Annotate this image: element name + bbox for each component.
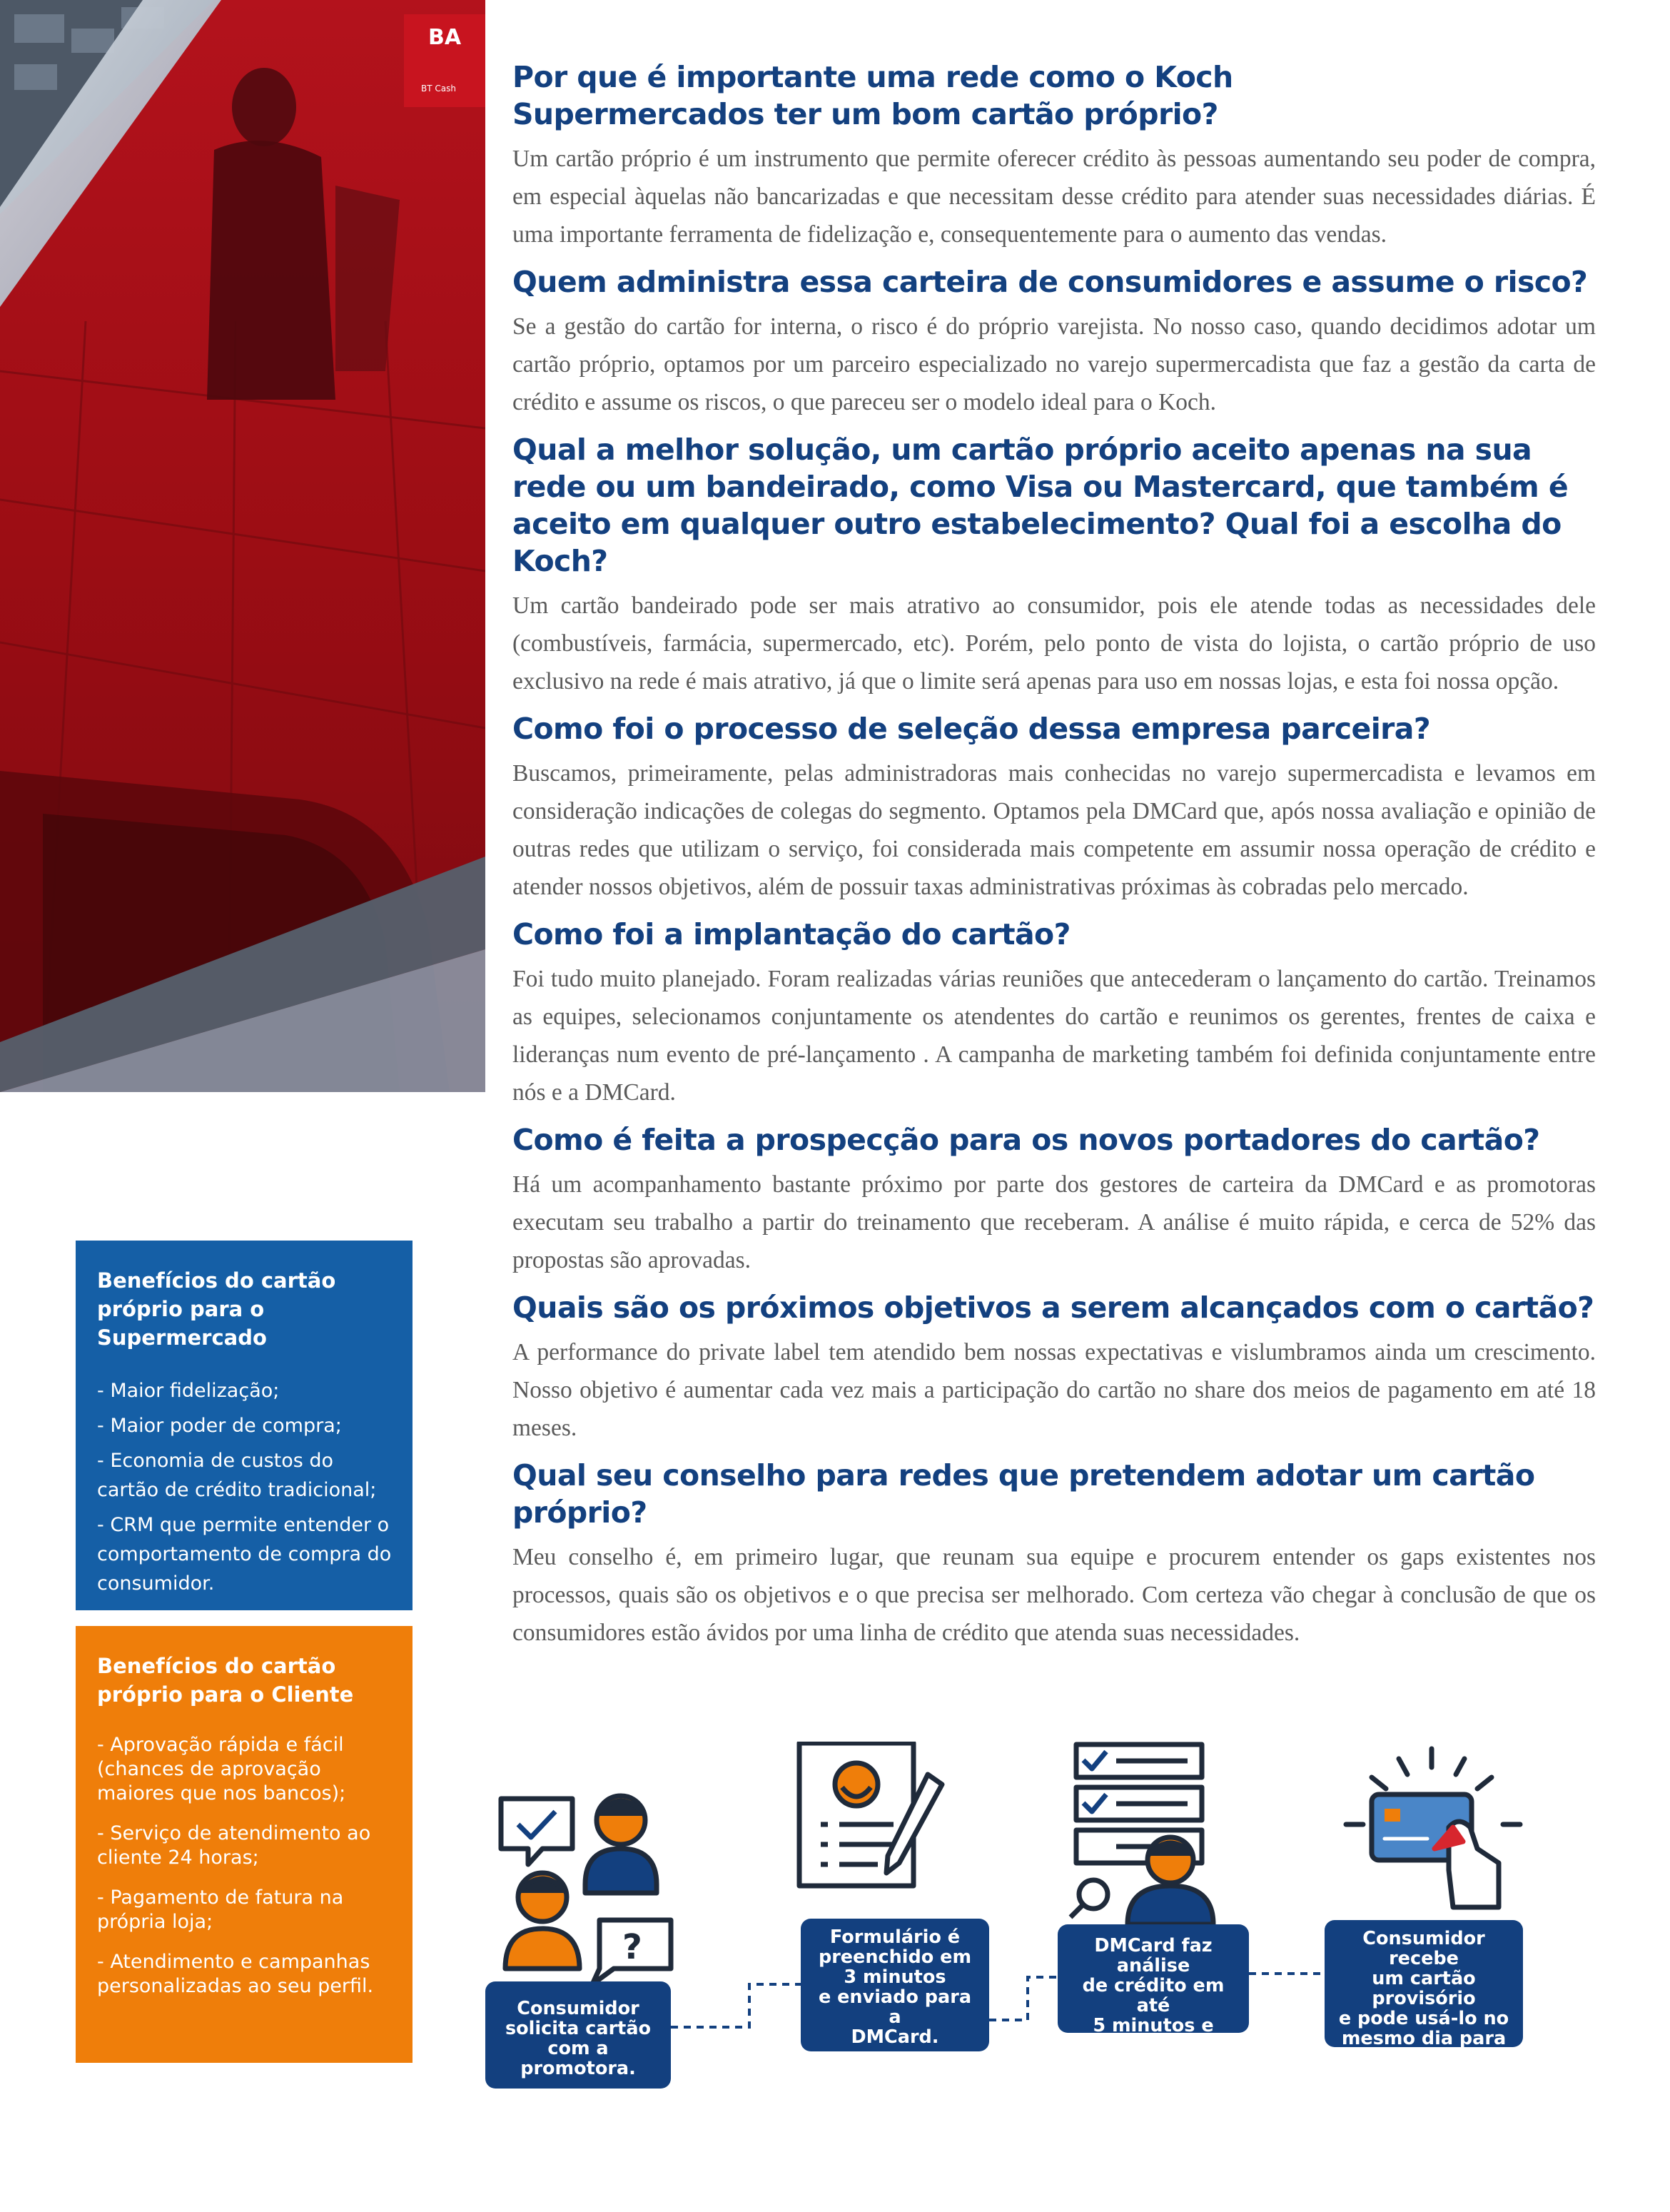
- answer-paragraph: Há um acompanhamento bastante próximo por parte dos gestores de carteira da DMCard e as promotoras executam seu trabalho a partir do treinamento que receberam. A análise é muito rápida, e cerca de 52% das propostas são aprovadas.: [512, 1171, 1596, 1273]
- answer-paragraph: Um cartão próprio é um instrumento que permite oferecer crédito às pessoas aumentando seu poder de compra, em especial àquelas não bancarizadas e que necessitam desse crédito para atender suas necessidades diárias. É uma importante ferramenta de fidelização e, consequentemente para o aumento das vendas.: [512, 146, 1596, 248]
- question-heading: Quais são os próximos objetivos a serem alcançados com o cartão?: [512, 1291, 1594, 1325]
- question-heading: Por que é importante uma rede como o Koch Supermercados ter um bom cartão próprio?: [512, 60, 1233, 131]
- qa-block: [512, 1121, 1596, 1279]
- qa-block: [512, 263, 1596, 421]
- qa-block: [512, 916, 1596, 1111]
- flow-step-2-label: Formulário é preenchido em 3 minutos e enviado para a DMCard.: [801, 1919, 989, 2051]
- benefits-supermarket-box: [76, 1241, 413, 1610]
- benefit-item: - Pagamento de fatura na própria loja;: [97, 1887, 344, 1933]
- question-heading: Quem administra essa carteira de consumidores e assume o risco?: [512, 265, 1588, 299]
- benefit-item: - Maior poder de compra;: [97, 1415, 342, 1437]
- card-hand-icon: [1346, 1749, 1520, 1907]
- checklist-analyst-icon: [1071, 1744, 1213, 1924]
- question-heading: Qual seu conselho para redes que pretendem adotar um cartão próprio?: [512, 1458, 1535, 1530]
- qa-block: [512, 59, 1596, 253]
- qa-block: [512, 1289, 1596, 1447]
- benefit-item: - Atendimento e campanhas personalizadas ao seu perfil.: [97, 1951, 374, 1997]
- benefits-supermarket-title: Benefícios do cartão próprio para o Supermercado: [97, 1268, 336, 1350]
- qa-block: [512, 1457, 1596, 1652]
- benefits-client-title: Benefícios do cartão próprio para o Cliente: [97, 1654, 354, 1707]
- benefit-item: - Serviço de atendimento ao cliente 24 horas;: [97, 1822, 371, 1869]
- flow-step-4-label: Consumidor recebe um cartão provisório e pode usá-lo no mesmo dia para pagar suas compras.: [1325, 1920, 1523, 2047]
- answer-paragraph: Um cartão bandeirado pode ser mais atrativo ao consumidor, pois ele atende todas as necessidades dele (combustíveis, farmácia, supermercado, etc). Porém, pelo ponto de vista do lojista, o cartão próprio de uso exclusivo na rede é mais atrativo, já que o limite será apenas para uso em nossas lojas, e esta foi nossa opção.: [512, 592, 1596, 695]
- question-heading: Como foi o processo de seleção dessa empresa parceira?: [512, 712, 1431, 746]
- question-heading: Como foi a implantação do cartão?: [512, 917, 1071, 951]
- answer-paragraph: A performance do private label tem atendido bem nossas expectativas e vislumbramos ainda um crescimento. Nosso objetivo é aumentar cada vez mais a participação do cartão no share dos meios de pagamento em até 18 meses.: [512, 1339, 1596, 1441]
- answer-paragraph: Se a gestão do cartão for interna, o risco é do próprio varejista. No nosso caso, quando decidimos adotar um cartão próprio, optamos por um parceiro especializado no varejo supermercadista que faz a gestão da carta de crédito e assume os riscos, o que pareceu ser o modelo ideal para o Koch.: [512, 313, 1596, 415]
- question-heading: Qual a melhor solução, um cartão próprio aceito apenas na sua rede ou um bandeirado, como Visa ou Mastercard, que também é aceito em qualquer outro estabelecimento? Qual foi a escolha do Koch?: [512, 433, 1569, 578]
- process-flow: [471, 1742, 1584, 2141]
- store-sign: BA: [428, 25, 462, 50]
- interview-content: [512, 59, 1596, 1662]
- benefit-item: - Economia de custos do cartão de crédito tradicional;: [97, 1450, 377, 1501]
- chat-people-icon: [501, 1796, 671, 1984]
- benefit-item: - CRM que permite entender o comportamento de compra do consumidor.: [97, 1514, 392, 1595]
- benefit-item: - Aprovação rápida e fácil (chances de aprovação maiores que nos bancos);: [97, 1734, 346, 1804]
- flow-step-3-label: DMCard faz análise de crédito em até 5 minutos e aprova o cartão.: [1058, 1924, 1249, 2033]
- answer-paragraph: Buscamos, primeiramente, pelas administradoras mais conhecidas no varejo supermercadista e levamos em consideração indicações de colegas do segmento. Optamos pela DMCard que, após nossa avaliação e opinião de outras redes que utilizam o serviço, foi considerada mais competente em assumir nossa operação de crédito e atender nossos objetivos, além de possuir taxas administrativas próximas às cobradas pelo mercado.: [512, 760, 1596, 900]
- question-heading: Como é feita a prospecção para os novos portadores do cartão?: [512, 1123, 1540, 1157]
- qa-block: [512, 710, 1596, 906]
- store-sign-small: BT Cash: [421, 84, 456, 94]
- answer-paragraph: Foi tudo muito planejado. Foram realizadas várias reuniões que antecederam o lançamento do cartão. Treinamos as equipes, selecionamos conjuntamente os atendentes do cartão e reunimos os gerentes, frentes de caixa e lideranças num evento de pré-lançamento . A campanha de marketing também foi definida conjuntamente entre nós e a DMCard.: [512, 966, 1596, 1106]
- qa-block: [512, 431, 1596, 700]
- hero-photo: [0, 0, 485, 1092]
- form-pencil-icon: [799, 1743, 942, 1886]
- benefits-client-box: [76, 1626, 413, 2063]
- svg-text:?: ?: [622, 1927, 642, 1967]
- benefit-item: - Maior fidelização;: [97, 1380, 280, 1402]
- answer-paragraph: Meu conselho é, em primeiro lugar, que reunam sua equipe e procurem entender os gaps existentes nos processos, quais são os objetivos e o que precisa ser melhorado. Com certeza vão chegar à conclusão de que os consumidores estão ávidos por uma linha de crédito que atenda suas necessidades.: [512, 1544, 1596, 1646]
- flow-step-1-label: Consumidor solicita cartão com a promotora.: [485, 1981, 671, 2089]
